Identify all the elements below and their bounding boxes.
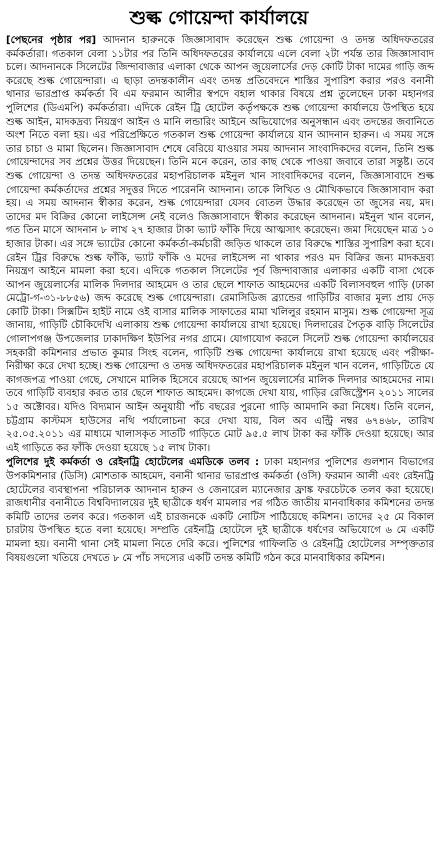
continued-from-label: [পেছনের পৃষ্ঠার পর]	[6, 35, 97, 46]
section2-subheading: পুলিশের দুই কর্মকর্তা ও রেইনট্রি হোটেলের এমডিকে তলব :	[6, 457, 260, 469]
article-body	[0, 34, 438, 565]
section2-text: ঢাকা মহানগর পুলিশের গুলশান বিভাগের উপকমিশনার (ডিসি) মোশতাক আহমেদ, বনানী থানার ভারপ্রাপ্ত কর্মকর্তা (ওসি) ফরমান আলী এবং রেইনট্রি হোটেলের ব্যবস্থাপনা পরিচালক আদনান হারুন ও জেনারেল ম্যানেজার ফ্রাঙ্ক ফরচেটকে তলব করা হয়েছে। রাজধানীর বনানীতে বিশ্ববিদ্যালয়ের দুই ছাত্রীকে ধর্ষণ মামলার পর গঠিত জাতীয় মানবাধিকার কমিশনের তদন্ত কমিটি তাদের তলব করে। গতকাল এই চারজনকে একটি নোটিস পাঠিয়েছে কমিশন। তাদের ২৫ মে বিকাল চারটায় উপস্থিত হতে বলা হয়েছে। সম্প্রতি রেইনট্রি হোটেলে দুই ছাত্রীকে ধর্ষণের অভিযোগে ৬ মে একটি মামলা হয়। বনানী থানা সেই মামলা নিতে দেরি করে। পুলিশের গাফিলতি ও রেইনট্রি হোটেলের সম্পৃক্ততার বিষয়গুলো খতিয়ে দেখতে ৮ মে পাঁচ সদস্যের একটি তদন্ত কমিটি গঠন করে মানবাধিকার কমিশন।	[6, 457, 434, 564]
headline: শুল্ক গোয়েন্দা কার্যালয়ে	[129, 7, 309, 29]
article-paragraph-section2	[6, 456, 434, 565]
article-paragraph-lead	[6, 34, 434, 455]
lead-text: আদনান হারুনকে জিজ্ঞাসাবাদ করেছেন শুল্ক গোয়েন্দা ও তদন্ত অধিদফতরের কর্মকর্তারা। গতকাল বেলা ১১টার পর তিনি অধিদফতরের কার্যালয়ে এলে বেলা ২টা পর্যন্ত তার জিজ্ঞাসাবাদ চলে। আদনানকে সিলেটের জিন্দাবাজার এলাকা থেকে আপন জুয়েলার্সের দেড় কোটি টাকা দামের গাড়ি জব্দ করেছে শুল্ক গোয়েন্দারা। এ ছাড়া তদন্তকালীন এবং তদন্ত প্রতিবেদনে শাস্তির সুপারিশ করার পরও বনানী থানার ভারপ্রাপ্ত কর্মকর্তা বি এম ফরমান আলীর স্বপদে বহাল থাকার বিষয়ে প্রশ্ন তুলেছেন ঢাকা মহানগর পুলিশের (ডিএমপি) কর্মকর্তারা। এদিকে রেইন ট্রি হোটেল কর্তৃপক্ষকে শুল্ক গোয়েন্দা কার্যালয়ে উপস্থিত হয়ে শুল্ক আইন, মাদকদ্রব্য নিয়ন্ত্রণ আইন ও মানি লন্ডারিং আইনে অভিযোগের অনুসন্ধান এবং তদন্তের জবানিতে অংশ নিতে বলা হয়। এর পরিপ্রেক্ষিতে গতকাল শুল্ক গোয়েন্দা কার্যালয়ে যান আদনান হারুন। এ সময় সঙ্গে তার চাচা ও মামা ছিলেন। জিজ্ঞাসাবাদ শেষে বেরিয়ে যাওয়ার সময় আদনান সাংবাদিকদের বলেন, তিনি শুল্ক গোয়েন্দাদের সব প্রশ্নের উত্তর দিয়েছেন। তিনি মনে করেন, তার কাছ থেকে পাওয়া জবাবে তারা সন্তুষ্ট। তবে শুল্ক গোয়েন্দা ও তদন্ত অধিদফতরের মহাপরিচালক মইনুল খান সাংবাদিকদের বলেন, জিজ্ঞাসাবাদে শুল্ক গোয়েন্দা কর্মকর্তাদের প্রশ্নের সদুত্তর দিতে পারেননি আদনান। তাকে লিখিত ও মৌখিকভাবে জিজ্ঞাসাবাদ করা হয়। এ সময় আদনান স্বীকার করেন, শুল্ক গোয়েন্দারা যেসব বোতল উদ্ধার করেছেন তা জুসের নয়, মদ। তাদের মদ বিক্রির কোনো লাইসেন্স নেই বলেও জিজ্ঞাসাবাদে স্বীকার করেছেন আদনান। মইনুল খান বলেন, গত তিন মাসে আদনান ৮ লাখ ২৭ হাজার টাকা ভ্যাট ফাঁকি দিয়ে আত্মসাৎ করেছেন। জমা দিয়েছেন মাত্র ১০ হাজার টাকা। এর সঙ্গে ভ্যাটের কোনো কর্মকর্তা-কর্মচারী জড়িত থাকলে তার বিরুদ্ধে শাস্তির সুপারিশ করা হবে। রেইন ট্রির বিরুদ্ধে শুল্ক ফাঁকি, ভ্যাট ফাঁকি ও মদের লাইসেন্স না থাকার পরও মদ বিক্রির জন্য মাদকদ্রব্য নিয়ন্ত্রণ আইনে মামলা করা হবে। এদিকে গতকাল সিলেটের পূর্ব জিন্দাবাজার এলাকার একটি বাসা থেকে আপন জুয়েলার্সের মালিক দিলদার আহমেদ ও তার ছেলে শাফাত আহমেদের একটি বিলাসবহুল গাড়ি (ঢাকা মেট্রো-গ-৩১-৮৮৫৬) জব্দ করেছে শুল্ক গোয়েন্দারা। রেমাসিডিজ ব্র্যান্ডের গাড়িটির বাজার মূল্য প্রায় দেড় কোটি টাকা। সিক্সটিন হাইট নামে ওই বাসার মালিক সাফাতের মামা খলিলুর রহমান মাসুম। শুল্ক গোয়েন্দা সূত্র জানায়, গাড়িটি চৌকিদেখি এলাকায় শুল্ক গোয়েন্দা কার্যালয়ে রাখা হয়েছে। দিলদারের পৈতৃক বাড়ি সিলেটের গোলাপগঞ্জ উপজেলার ঢাকাদক্ষিণ ইউপির নগর গ্রামে। যোগাযোগ করলে সিলেট শুল্ক গোয়েন্দা কার্যালয়ের সহকারী কমিশনার প্রভাত কুমার সিংহ বলেন, গাড়িটি শুল্ক গোয়েন্দা কার্যালয়ে রাখা হয়েছে এবং পরীক্ষা-নিরীক্ষা করে দেখা হচ্ছে। শুল্ক গোয়েন্দা ও তদন্ত অধিদফতরের মহাপরিচালক মইনুল খান বলেন, গাড়িটিতে যে কাগজপত্র পাওয়া গেছে, সেখানে মালিক হিসেবে রয়েছে আপন জুয়েলার্সের মালিক দিলদার আহমেদের নাম। তবে গাড়িটি ব্যবহার করত তার ছেলে শাফাত আহমেদ। কাগজে দেখা যায়, গাড়ির রেজিস্ট্রেশন ২০১১ সালের ১৫ অক্টোবর। যদিও বিদ্যমান আইন অনুযায়ী পাঁচ বছরের পুরনো গাড়ি আমদানি করা নিষেধ। তিনি বলেন, চট্টগ্রাম কাস্টমস হাউসের নথি পর্যালোচনা করে দেখা যায়, বিল অব এন্ট্রি নম্বর ৬৭৪৬৮, তারিখ ২৫.০৫.২০১১ এর মাধ্যমে খালাসকৃত সাতটি গাড়িতে মোট ৯৫.৫ লাখ টাকা কর ফাঁকি দেওয়া হয়েছে। আর এই গাড়িতে কর ফাঁকি দেওয়া হয়েছে ১৫ লাখ টাকা।	[6, 35, 434, 454]
